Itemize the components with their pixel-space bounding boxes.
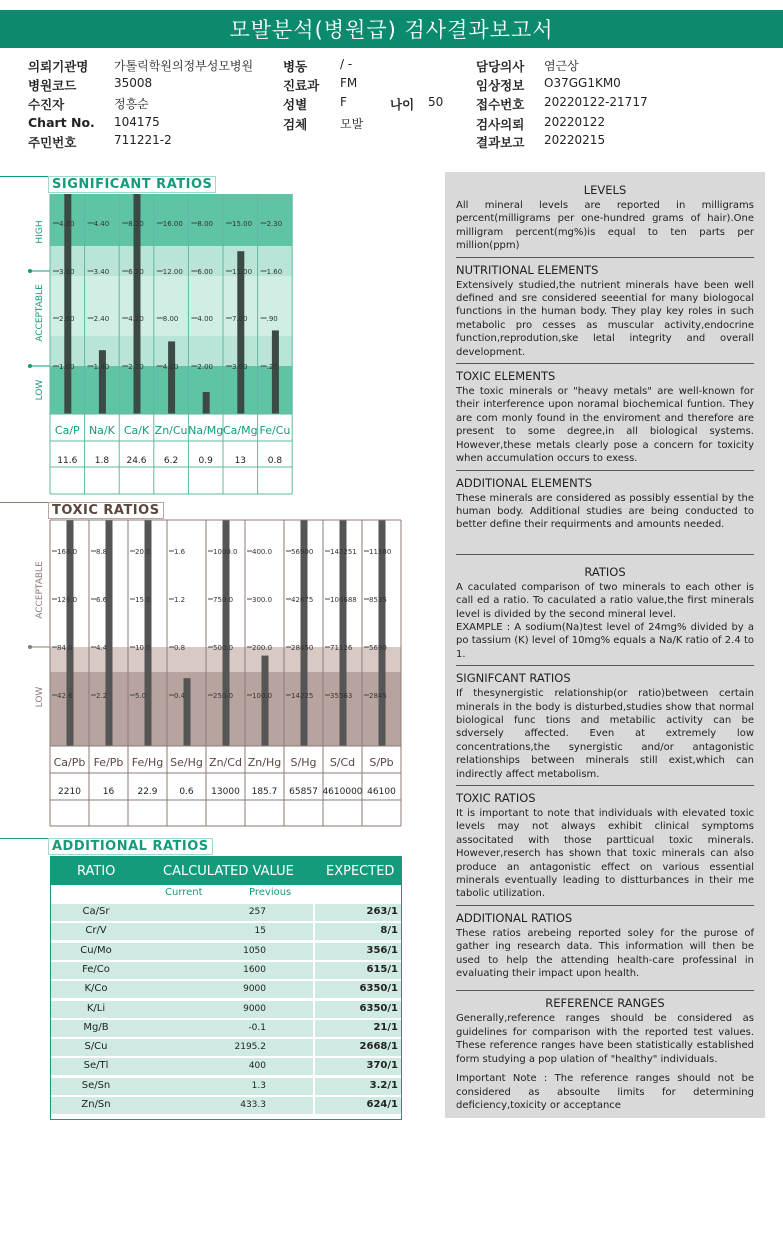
tox-zone-label: LOW	[35, 686, 45, 708]
ward: / -	[340, 57, 353, 71]
ratio-expected: 2668/1	[359, 1041, 398, 1053]
hosp-code-label: 병원코드	[28, 78, 77, 93]
age: 50	[428, 95, 444, 109]
clinical: O37GG1KM0	[544, 76, 621, 90]
tox-tick-label: 168.0	[57, 548, 78, 556]
sig-zone-label: LOW	[35, 379, 45, 401]
tox-bar	[262, 656, 269, 746]
additional-ratios-text: These ratios arebeing reported soley for the purose of gather ing research data. This information will then be used to help the attending health-care professinal in evaluating their impact upon health.	[456, 927, 754, 980]
dept: FM	[340, 76, 358, 90]
tox-tick-label: 8535	[369, 596, 387, 604]
tox-col-value: 22.9	[137, 787, 158, 797]
sig-col-name: Ca/Mg	[222, 424, 258, 437]
tox-tick-label: 4.4	[96, 644, 108, 652]
ratios-text: A caculated comparison of two minerals to each other is call ed a ratio. To caculated a ratio value,the first minerals level is divided by the second mineral level.	[456, 581, 754, 620]
ratio-expected: 21/1	[373, 1021, 398, 1033]
h-previous: Previous	[249, 887, 292, 898]
doctor: 염근상	[544, 59, 579, 73]
tox-col-value: 4610000	[322, 787, 363, 797]
sig-col-value: 11.6	[57, 456, 78, 466]
tox-tick-label: 1000.0	[213, 548, 238, 556]
h-expected: EXPECTED	[326, 864, 395, 879]
tox-col-name: Fe/Hg	[131, 756, 164, 769]
additional-row	[51, 922, 401, 941]
ratio-current: 1.3	[251, 1080, 266, 1091]
tox-tick-label: 250.0	[213, 692, 234, 700]
divider	[456, 785, 754, 786]
toxic-elements-text: The toxic minerals or "heavy metals" are well-known for their interference upon noramal biochemical funtion. They are com monly found in the enviroment and therefore are present to some degree,in all biological systems. However,these metals clearly pose a concern for toxicity when accumulation occurs to exess.	[456, 386, 754, 465]
ratio-expected: 8/1	[380, 925, 398, 937]
req-org-label: 의뢰기관명	[28, 59, 89, 74]
reference-text: Generally,reference ranges should be considered as guidelines for comparison with the reported test values. These reference ranges have been statistically established form studying a pop ulation of "healthy" individuals.	[456, 1013, 754, 1065]
tox-tick-label: 300.0	[252, 596, 273, 604]
sig-tick-label: 4.20	[128, 315, 144, 323]
tox-tick-label: 500.0	[213, 644, 234, 652]
tox-tick-label: 200.0	[252, 644, 273, 652]
sig-tick-label: 1.60	[59, 363, 75, 371]
significant-title: SIGNIFICANT RATIOS	[48, 176, 216, 193]
h-ratio: RATIO	[77, 864, 116, 879]
tox-col-name: Zn/Hg	[247, 756, 282, 769]
tox-tick-label: 6.6	[96, 596, 108, 604]
tox-col-value: 185.7	[251, 787, 278, 797]
sig-tick-label: 8.00	[197, 220, 213, 228]
sig-tick-label: 7.00	[232, 315, 248, 323]
significant-heading: SIGNIFCANT RATIOS	[456, 671, 571, 686]
ratio-current: 2195.2	[234, 1042, 266, 1053]
additional-table	[50, 856, 402, 1120]
tox-col-name: S/Hg	[290, 756, 317, 769]
tox-col-value: 0.6	[179, 787, 194, 797]
additional-ratios-heading: ADDITIONAL RATIOS	[456, 910, 573, 925]
info-panel	[445, 172, 765, 1118]
sig-col-value: 1.8	[94, 456, 110, 466]
doctor-label: 담당의사	[476, 59, 525, 74]
sig-tick-label: 2.60	[59, 315, 75, 323]
sig-tick-label: 1.40	[93, 363, 110, 371]
sig-tick-label: 8.20	[128, 220, 144, 228]
toxic-ratios-heading: TOXIC RATIOS	[456, 791, 536, 805]
ratio-name: Mg/B	[83, 1021, 109, 1033]
additional-row	[51, 1077, 401, 1096]
sig-col-value: 24.6	[126, 456, 147, 466]
receipt: 20220122-21717	[544, 95, 648, 109]
ratio-current: 9000	[243, 1003, 266, 1014]
sig-col-value: 13	[234, 456, 247, 466]
tox-tick-label: 42675	[291, 596, 314, 604]
sig-col-name: Ca/K	[123, 424, 150, 437]
tox-tick-label: 100.0	[252, 692, 273, 700]
sig-tick-label: 2.00	[197, 363, 213, 371]
ratio-current: 1050	[243, 945, 266, 956]
sig-col-name: Fe/Cu	[259, 424, 291, 437]
tox-col-name: S/Pb	[369, 756, 394, 769]
resident-no: 711221-2	[114, 133, 172, 147]
tox-tick-label: 84.0	[57, 644, 73, 652]
tox-col-value: 16	[102, 787, 115, 797]
specimen: 모발	[340, 117, 364, 131]
tox-tick-label: 126.0	[57, 596, 78, 604]
tox-bar	[184, 678, 191, 746]
sig-zone-label: ACCEPTABLE	[35, 284, 45, 342]
sig-col-name: Ca/P	[54, 424, 80, 437]
significant-text: If thesynergistic relationship(or ratio)between certain minerals in the body is disturbed,studies show that normal biological func tions and metabilic activity can be sdversely affected. Even at extremely low concentrations,the synergistic and/or antagonistic relationships between minerals still exist,which can indirectly affect metabolism.	[456, 688, 754, 780]
reference-heading: REFERENCE RANGES	[545, 996, 665, 1011]
sig-tick-label: 2.20	[128, 363, 144, 371]
tox-tick-label: 0.8	[174, 644, 186, 652]
sig-col-value: 6.2	[163, 456, 179, 466]
req-org: 가톨릭학원의정부성모병원	[114, 59, 254, 73]
patient: 정흥순	[114, 97, 149, 111]
tox-tick-label: 5.0	[135, 692, 147, 700]
tox-zone-label: ACCEPTABLE	[35, 561, 45, 619]
tox-tick-label: 28450	[291, 644, 314, 652]
additional-elements-text: These minerals are considered as possibly essential by the human body. Additional studies are being conducted to better define their requirments and amounts needed.	[456, 492, 754, 531]
ratio-name: Fe/Co	[82, 963, 110, 975]
additional-row	[51, 1057, 401, 1076]
tox-col-name: Zn/Cd	[209, 756, 242, 769]
result-label: 결과보고	[476, 135, 525, 150]
tox-col-value: 65857	[289, 787, 318, 797]
sig-tick-label: 1.60	[266, 268, 283, 276]
additional-title: ADDITIONAL RATIOS	[48, 838, 213, 855]
tox-col-name: Ca/Pb	[53, 756, 86, 769]
ratio-expected: 615/1	[366, 963, 398, 975]
ratio-expected: 6350/1	[359, 983, 398, 995]
ratio-name: K/Co	[84, 983, 108, 995]
ratio-current: 1600	[243, 964, 266, 975]
sig-tick-label: 6.20	[128, 268, 144, 276]
tox-tick-label: 1.2	[174, 596, 186, 604]
sex-label: 성별	[283, 97, 308, 112]
ratio-name: Cu/Mo	[80, 944, 112, 956]
tox-tick-label: 142251	[330, 548, 357, 556]
tox-tick-label: 10.0	[135, 644, 151, 652]
ratio-expected: 356/1	[366, 944, 398, 956]
ratio-expected: 624/1	[366, 1099, 398, 1110]
ratio-expected: 370/1	[366, 1060, 398, 1072]
result-date: 20220215	[544, 133, 606, 147]
ratio-current: 9000	[243, 984, 266, 995]
reference-note: Important Note : The reference ranges should not be considered as absoulte limits for determining deficiency,toxicity or acceptance	[456, 1073, 754, 1111]
tox-tick-label: 400.0	[252, 548, 273, 556]
sig-bar	[272, 330, 279, 414]
ratio-expected: 6350/1	[359, 1002, 398, 1014]
age-label: 나이	[390, 97, 415, 112]
sig-side-dot	[28, 269, 32, 273]
sig-side-dot	[28, 364, 32, 368]
tox-tick-label: 2.2	[96, 692, 108, 700]
additional-row	[51, 1038, 401, 1057]
sig-tick-label: 4.00	[162, 363, 179, 371]
ratio-name: Zn/Sn	[81, 1099, 111, 1110]
ratio-current: -0.1	[248, 1022, 266, 1033]
tox-tick-label: 5690	[369, 644, 387, 652]
tox-col-name: S/Cd	[329, 756, 356, 769]
test-req: 20220122	[544, 115, 606, 129]
tox-tick-label: 1.6	[174, 548, 186, 556]
h-current: Current	[165, 887, 203, 898]
additional-row	[51, 1019, 401, 1038]
sig-col-value: 0.9	[198, 456, 213, 466]
tox-col-value: 13000	[211, 787, 240, 797]
ratio-name: Cr/V	[85, 925, 107, 937]
tox-tick-label: 14225	[291, 692, 314, 700]
sig-col-name: Na/Mg	[188, 424, 224, 437]
chart-no: 104175	[114, 115, 160, 129]
tox-col-value: 2210	[58, 787, 81, 797]
divider	[456, 990, 754, 991]
dept-label: 진료과	[283, 78, 320, 93]
additional-row	[51, 961, 401, 980]
tox-side-dot	[28, 645, 32, 649]
tox-tick-label: 11380	[369, 548, 392, 556]
clinical-label: 임상정보	[476, 78, 525, 93]
additional-row	[51, 980, 401, 999]
divider	[456, 363, 754, 364]
sig-tick-label: 2.30	[266, 220, 283, 228]
ratio-name: Se/Sn	[81, 1079, 111, 1091]
sig-col-name: Zn/Cu	[154, 424, 188, 437]
report-title: 모발분석(병원급) 검사결과보고서	[0, 10, 783, 48]
sig-tick-label: 3.40	[93, 268, 110, 276]
sig-tick-label: 2.40	[93, 315, 110, 323]
additional-header	[51, 857, 401, 885]
ratio-expected: 263/1	[366, 906, 398, 917]
sig-tick-label: .90	[266, 315, 278, 323]
ratio-current: 257	[248, 907, 266, 917]
ratio-current: 15	[254, 926, 266, 937]
ratio-current: 400	[248, 1061, 266, 1072]
ward-label: 병동	[283, 59, 308, 74]
test-req-label: 검사의뢰	[476, 117, 525, 132]
additional-row	[51, 1000, 401, 1019]
sig-tick-label: 12.00	[162, 268, 183, 276]
sig-tick-label: 11.00	[232, 268, 253, 276]
sex: F	[340, 95, 347, 109]
sig-tick-label: 4.40	[93, 220, 110, 228]
resident-label: 주민번호	[28, 135, 77, 150]
tox-tick-label: 42.6	[57, 692, 73, 700]
nutritional-text: Extensively studied,the nutrient minerals have been well defined and sre considered seeential for many biologocal functions in the human body. They play key roles in such metabolic pro cesses as muscular activity,endocrine function,reprodution,ske letal integrity and overall development.	[456, 279, 754, 358]
ratio-name: K/Li	[86, 1002, 106, 1014]
h-calc: CALCULATED VALUE	[163, 864, 294, 879]
divider	[456, 554, 754, 555]
toxic-ratios-text: It is important to note that individuals with elevated toxic levels may not always exhibit clinical symptoms associtated with those partticual toxic minerals. However,reserch has shown that toxic minerals can also produce an antagonistic effect on various essential minerals eventually leading to distturbances in their me tabolic utilization.	[456, 808, 754, 900]
sig-col-value: 0.8	[267, 456, 283, 466]
tox-tick-label: 20.0	[135, 548, 151, 556]
sig-col-name: Na/K	[88, 424, 115, 437]
additional-elements-heading: ADDITIONAL ELEMENTS	[456, 475, 593, 490]
ratio-expected: 3.2/1	[369, 1079, 398, 1091]
sig-tick-label: 3.60	[59, 268, 75, 276]
nutritional-heading: NUTRITIONAL ELEMENTS	[456, 262, 599, 277]
tox-tick-label: 0.4	[174, 692, 186, 700]
tox-tick-label: 35563	[330, 692, 353, 700]
levels-text: All mineral levels are reported in milligrams percent(milligrams per one-hundred grams of hair).One milligram percent(mg%)is equal to ten parts per million(ppm)	[456, 200, 754, 252]
ratio-name: Ca/Sr	[82, 906, 110, 917]
chart-label: Chart No.	[28, 115, 95, 130]
additional-row	[51, 942, 401, 961]
sig-tick-label: 4.00	[197, 315, 213, 323]
ratios-heading: RATIOS	[584, 564, 626, 579]
toxic-title: TOXIC RATIOS	[48, 502, 164, 519]
tox-col-name: Fe/Pb	[93, 756, 124, 769]
tox-col-value: 46100	[367, 787, 396, 797]
receipt-label: 접수번호	[476, 97, 525, 112]
sig-bar	[203, 392, 210, 414]
levels-heading: LEVELS	[583, 183, 627, 197]
sig-tick-label: 6.00	[197, 268, 213, 276]
sig-tick-label: 16.00	[162, 220, 183, 228]
sig-tick-label: 8.00	[162, 315, 179, 323]
sig-tick-label: .20	[266, 363, 278, 371]
divider	[456, 905, 754, 906]
specimen-label: 검체	[283, 117, 308, 132]
sig-zone-label: HIGH	[35, 220, 45, 244]
additional-row	[51, 903, 401, 922]
divider	[456, 257, 754, 258]
additional-row	[51, 1096, 401, 1115]
ratios-example: EXAMPLE : A sodium(Na)test level of 24mg% divided by a po tassium (K) level of 10mg% equals a Na/K ratio of 2.4 to 1.	[456, 621, 754, 660]
tox-tick-label: 15.0	[135, 596, 151, 604]
sig-bar	[168, 341, 175, 414]
sig-bar	[99, 350, 106, 414]
sig-zone-mid	[50, 276, 292, 336]
sig-tick-label: 3.00	[232, 363, 248, 371]
tox-tick-label: 56900	[291, 548, 314, 556]
ratio-current: 433.3	[240, 1100, 266, 1110]
divider	[456, 470, 754, 471]
toxic-elements-heading: TOXIC ELEMENTS	[456, 369, 556, 384]
tox-tick-label: 106688	[330, 596, 357, 604]
tox-tick-label: 2845	[369, 692, 387, 700]
ratio-name: S/Cu	[84, 1041, 108, 1053]
tox-col-name: Se/Hg	[170, 756, 203, 769]
patient-label: 수진자	[28, 97, 65, 112]
divider	[456, 665, 754, 666]
tox-tick-label: 71126	[330, 644, 353, 652]
sig-tick-label: 15.00	[232, 220, 253, 228]
sig-tick-label: 4.60	[59, 220, 75, 228]
tox-tick-label: 8.8	[96, 548, 108, 556]
tox-tick-label: 750.0	[213, 596, 234, 604]
hosp-code: 35008	[114, 76, 153, 90]
ratio-name: Se/Tl	[83, 1060, 109, 1072]
patient-info	[0, 55, 783, 150]
